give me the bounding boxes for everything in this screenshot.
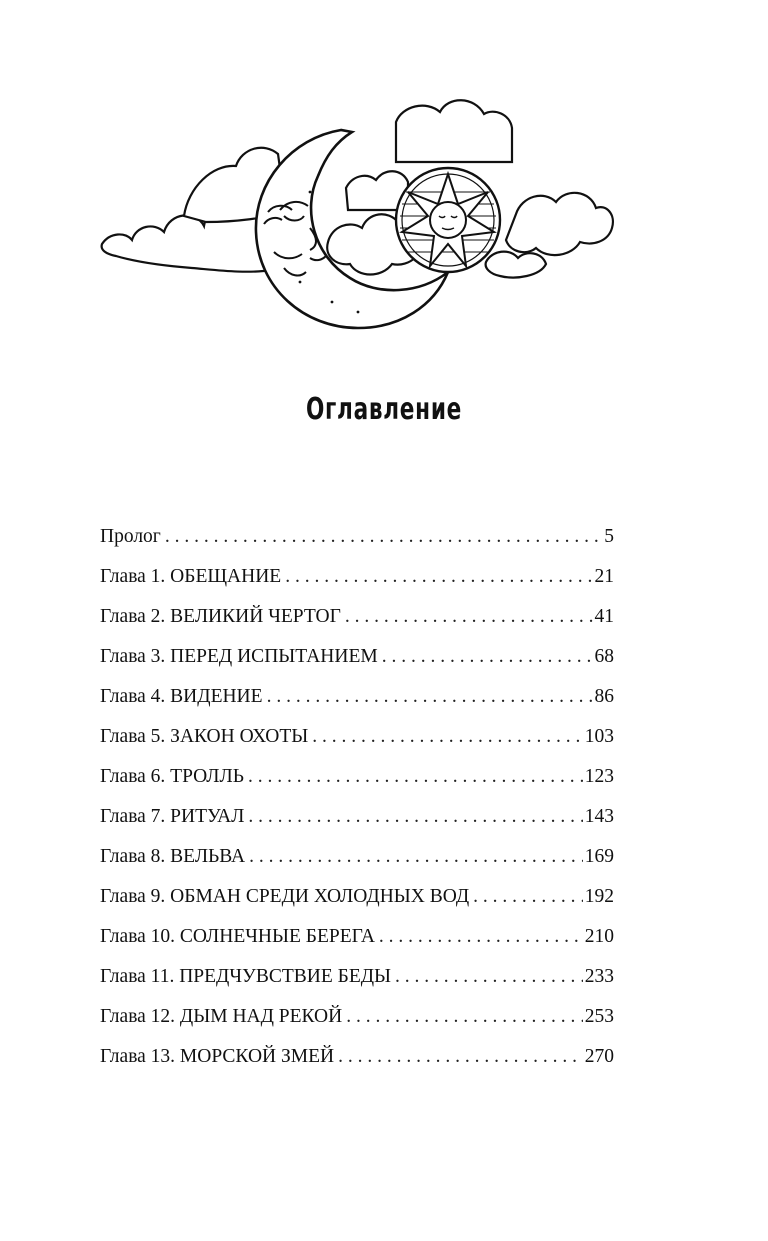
toc-entry-title: Глава 9. ОБМАН СРЕДИ ХОЛОДНЫХ ВОД <box>100 886 470 907</box>
toc-entry-title: Глава 2. ВЕЛИКИЙ ЧЕРТОГ <box>100 606 341 627</box>
dot-leader <box>285 557 592 597</box>
toc-entry-title: Глава 3. ПЕРЕД ИСПЫТАНИЕМ <box>100 646 378 667</box>
toc-entry-title: Глава 4. ВИДЕНИЕ <box>100 686 263 707</box>
clouds <box>102 100 613 277</box>
toc-entry-page: 270 <box>584 1046 614 1067</box>
toc-entry-title: Глава 6. ТРОЛЛЬ <box>100 766 244 787</box>
dot-leader <box>382 637 593 677</box>
toc-entry-page: 68 <box>594 646 614 667</box>
toc-entry-title: Глава 5. ЗАКОН ОХОТЫ <box>100 726 309 747</box>
toc-entry-page: 233 <box>584 966 614 987</box>
dot-leader <box>395 957 583 997</box>
dot-leader <box>345 597 593 637</box>
toc-entry-chapter-6[interactable] <box>100 757 614 797</box>
toc-entry-title: Глава 10. СОЛНЕЧНЫЕ БЕРЕГА <box>100 926 375 947</box>
toc-entry-chapter-7[interactable] <box>100 797 614 837</box>
table-of-contents <box>100 517 614 1077</box>
page-title: Оглавление <box>305 392 463 427</box>
dot-leader <box>248 757 583 797</box>
dot-leader <box>248 797 582 837</box>
toc-entry-page: 143 <box>584 806 614 827</box>
toc-entry-chapter-8[interactable] <box>100 837 614 877</box>
toc-entry-prologue[interactable] <box>100 517 614 557</box>
toc-entry-title: Глава 12. ДЫМ НАД РЕКОЙ <box>100 1006 343 1027</box>
toc-entry-page: 123 <box>584 766 614 787</box>
dot-leader <box>379 917 583 957</box>
toc-entry-chapter-2[interactable] <box>100 597 614 637</box>
toc-entry-title: Глава 7. РИТУАЛ <box>100 806 245 827</box>
toc-entry-title: Пролог <box>100 526 161 547</box>
toc-entry-chapter-5[interactable] <box>100 717 614 757</box>
toc-entry-page: 21 <box>594 566 614 587</box>
toc-entry-title: Глава 11. ПРЕДЧУВСТВИЕ БЕДЫ <box>100 966 392 987</box>
toc-entry-chapter-1[interactable] <box>100 557 614 597</box>
toc-entry-chapter-4[interactable] <box>100 677 614 717</box>
toc-entry-page: 210 <box>584 926 614 947</box>
toc-entry-title: Глава 13. МОРСКОЙ ЗМЕЙ <box>100 1046 335 1067</box>
dot-leader <box>338 1037 583 1077</box>
dot-leader <box>346 997 583 1037</box>
toc-entry-page: 41 <box>594 606 614 627</box>
toc-entry-page: 253 <box>584 1006 614 1027</box>
dot-leader <box>312 717 583 757</box>
toc-entry-chapter-3[interactable] <box>100 637 614 677</box>
toc-entry-title: Глава 1. ОБЕЩАНИЕ <box>100 566 282 587</box>
sun-with-face <box>396 168 500 272</box>
toc-entry-page: 5 <box>604 526 614 547</box>
toc-entry-page: 192 <box>584 886 614 907</box>
toc-entry-chapter-12[interactable] <box>100 997 614 1037</box>
toc-entry-page: 103 <box>584 726 614 747</box>
dot-leader <box>165 517 602 557</box>
toc-entry-page: 169 <box>584 846 614 867</box>
dot-leader <box>267 677 593 717</box>
dot-leader <box>473 877 583 917</box>
dot-leader <box>249 837 583 877</box>
toc-entry-chapter-13[interactable] <box>100 1037 614 1077</box>
toc-entry-chapter-11[interactable] <box>100 957 614 997</box>
toc-entry-chapter-9[interactable] <box>100 877 614 917</box>
moon-sun-clouds-illustration <box>96 92 618 336</box>
toc-entry-chapter-10[interactable] <box>100 917 614 957</box>
toc-entry-title: Глава 8. ВЕЛЬВА <box>100 846 246 867</box>
toc-entry-page: 86 <box>594 686 614 707</box>
